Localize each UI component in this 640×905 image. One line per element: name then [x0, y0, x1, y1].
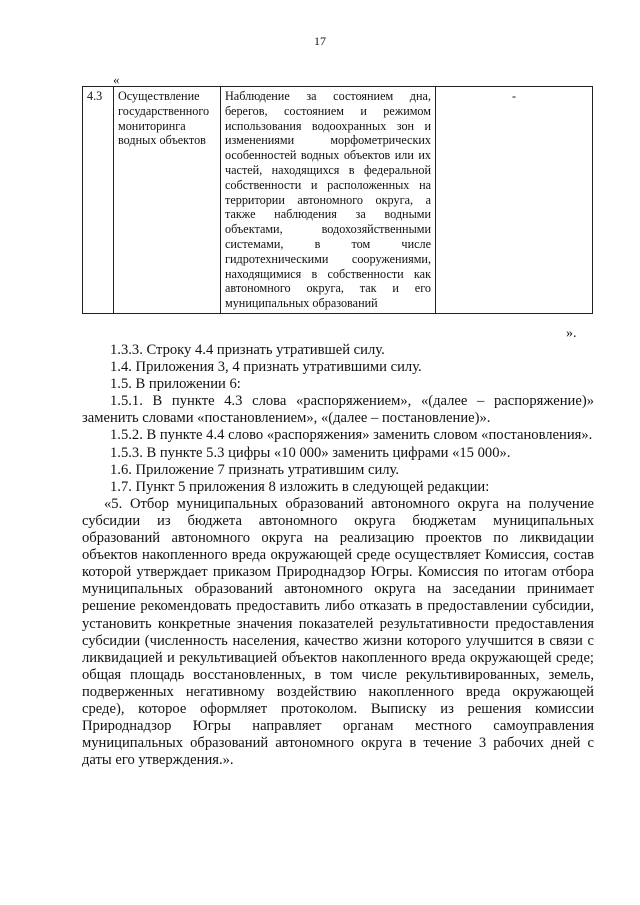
paragraph-1-5-3: 1.5.3. В пункте 5.3 цифры «10 000» заменить цифрами «15 000». [110, 444, 511, 461]
paragraph-1-5-1: 1.5.1. В пункте 4.3 слова «распоряжением», «(далее – распоряжение)» заменить словами «постановлением», «(далее – постановление)». [82, 393, 594, 427]
opening-quote-mark: « [113, 72, 120, 87]
amendment-table [82, 86, 593, 314]
row-description: Наблюдение за состоянием дна, берегов, состоянием и режимом использования водоохранных зон и изменениями морфометрических особенностей водных объектов или их частей, находящихся в федеральной собственности и расположенных на территории автономного округа, а также наблюдения за водными объектами, водохозяйственными системами, в том числе гидротехническими сооружениями, находящимися в собственности как автономного округа, так и его муниципальных образований [221, 87, 436, 314]
closing-quote-mark: ». [566, 326, 577, 341]
paragraph-1-6: 1.6. Приложение 7 признать утратившим силу. [110, 461, 400, 478]
row-extra: - [436, 87, 593, 314]
paragraph-1-5-2: 1.5.2. В пункте 4.4 слово «распоряжения» заменить словом «постановления». [110, 427, 593, 444]
paragraph-1-3-3: 1.3.3. Строку 4.4 признать утратившей силу. [110, 342, 385, 358]
paragraph-1-4: 1.4. Приложения 3, 4 признать утратившими силу. [110, 359, 422, 376]
row-number: 4.3 [83, 87, 114, 314]
paragraph-1-5: 1.5. В приложении 6: [110, 376, 241, 393]
table-row [83, 87, 593, 314]
row-name: Осуществление государственного мониторинга водных объектов [114, 87, 221, 314]
paragraph-1-7: 1.7. Пункт 5 приложения 8 изложить в следующей редакции: [110, 478, 490, 495]
page-number: 17 [314, 34, 326, 48]
document-body [82, 342, 594, 769]
paragraph-item-5-text: «5. Отбор муниципальных образований автономного округа на получение субсидии из бюджета автономного округа бюджетам муниципальных образований автономного округа на реализацию проектов по ликвидации объектов накопленного вреда окружающей среде осуществляет Комиссия, состав которой утверждает приказом Природнадзор Югры. Комиссия по итогам отбора муниципальных образований автономного округа на заседании принимает решение рекомендовать предоставить либо отказать в предоставлении субсидии, установить конкретные значения показателей результативности предоставления субсидии (численность населения, качество жизни которого улучшится в связи с ликвидацией и рекультивацией объектов накопленного вреда окружающей среде; общая площадь восстановленных, в том числе рекультивированных, земель, подверженных негативному воздействию накопленного вреда окружающей среде), которое оформляет протоколом. Выписку из решения комиссии Природнадзор Югры направляет органам местного самоуправления муниципальных образований автономного округа в течение 3 рабочих дней с даты его утверждения.». [82, 495, 594, 769]
